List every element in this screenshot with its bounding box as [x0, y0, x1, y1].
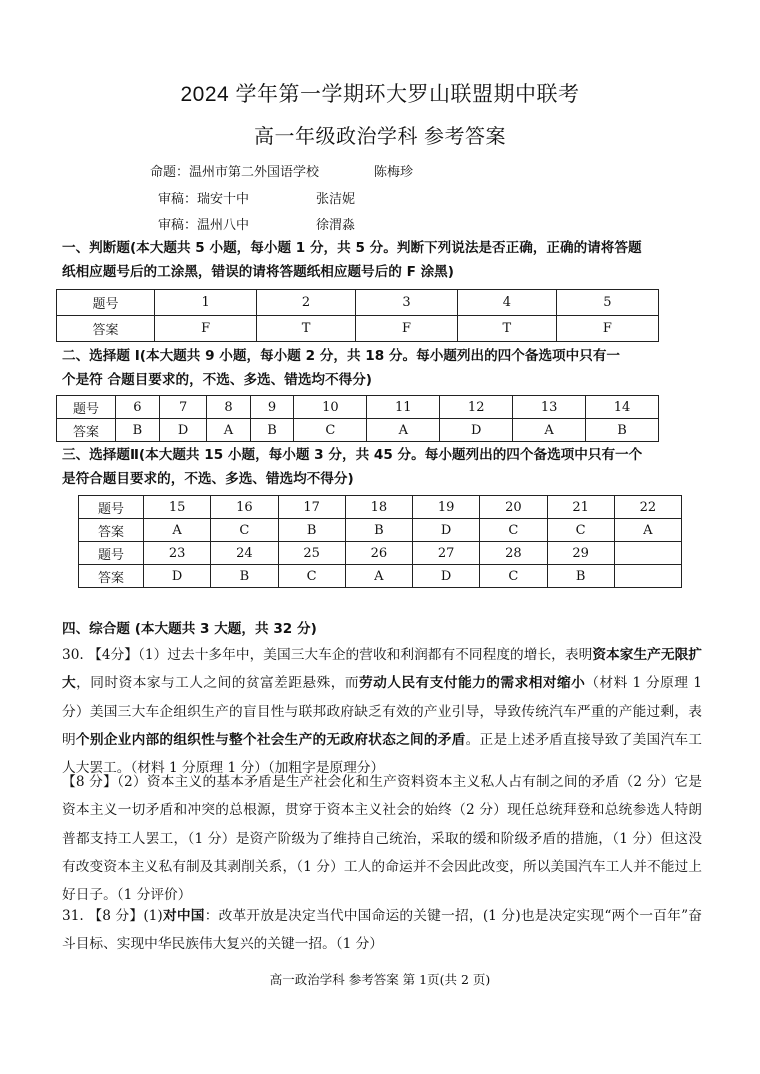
- question-number: 26: [345, 542, 412, 565]
- row-label: 题号: [57, 290, 155, 316]
- heading-line: 一、判断题(本大题共 5 小题，每小题 1 分，共 5 分。判断下列说法是否正确，正确的请将答题: [62, 240, 642, 256]
- answer-cell: A: [614, 519, 681, 542]
- answer-cell: D: [413, 519, 480, 542]
- exam-subtitle: 高一年级政治学科 参考答案: [253, 126, 507, 148]
- question-number: 28: [480, 542, 547, 565]
- answer-text: 。正是上述矛盾直接导致了美国汽车工人大罢工。（材料 1 分原理 1 分）（加粗字是原理分）: [62, 731, 702, 777]
- section-2-table: [56, 395, 659, 442]
- answer-cell: C: [211, 519, 278, 542]
- heading-line: 三、选择题Ⅱ(本大题共 15 小题，每小题 3 分，共 45 分。每小题列出的四个备选项中只有一个: [62, 447, 643, 463]
- page-footer: 高一政治学科 参考答案 第 1页(共 2 页): [269, 972, 491, 987]
- question-number: 24: [211, 542, 278, 565]
- section-4-heading: 四、综合题 (本大题共 3 大题，共 32 分): [62, 621, 317, 637]
- row-label: 答案: [79, 519, 144, 542]
- heading-line: 二、选择题 I(本大题共 9 小题，每小题 2 分，共 18 分。每小题列出的四个备选项中只有一: [62, 348, 621, 364]
- answer-cell: C: [547, 519, 614, 542]
- question-number: 1: [155, 290, 257, 316]
- question-number: 13: [513, 396, 586, 419]
- answer-cell: B: [345, 519, 412, 542]
- answer-cell: D: [159, 419, 207, 442]
- answer-cell: T: [257, 316, 356, 342]
- answer-cell: B: [547, 565, 614, 588]
- answer-cell: B: [250, 419, 294, 442]
- question-number: 21: [547, 496, 614, 519]
- question-number: 11: [367, 396, 440, 419]
- answer-cell: F: [556, 316, 658, 342]
- row-label: 答案: [57, 316, 155, 342]
- answer-cell: C: [480, 519, 547, 542]
- credit-role: 命题：温州市第二外国语学校: [150, 165, 320, 180]
- question-number: 8: [207, 396, 250, 419]
- section-2-heading: [62, 344, 702, 392]
- question-number: 23: [144, 542, 211, 565]
- answer-cell: F: [155, 316, 257, 342]
- question-number: 7: [159, 396, 207, 419]
- answer-cell: B: [211, 565, 278, 588]
- question-number: [614, 542, 681, 565]
- answer-cell: A: [144, 519, 211, 542]
- answer-text: （材料 1 分原理 1 分）美国三大车企组织生产的盲目性与联邦政府缺乏有效的产业引导，导致传统汽车严重的产能过剩，表明: [62, 675, 702, 748]
- heading-line: 个是符 合题目要求的，不选、多选、错选均不得分): [62, 372, 373, 388]
- table-row: [79, 519, 682, 542]
- section-1-heading: [62, 236, 702, 284]
- answer-cell: [614, 565, 681, 588]
- answer-cell: C: [480, 565, 547, 588]
- question-number: 27: [413, 542, 480, 565]
- principle-text: 资本家生产无限扩大: [62, 647, 702, 692]
- answer-cell: B: [586, 419, 659, 442]
- section-1-table: [56, 289, 659, 342]
- question-number: 12: [440, 396, 513, 419]
- answer-cell: F: [355, 316, 457, 342]
- answer-text: ：改革开放是决定当代中国命运的关键一招，(1 分)也是决定实现“两个一百年”奋斗目标、实现中华民族伟大复兴的关键一招。（1 分）: [62, 908, 702, 953]
- credit-name: 陈梅珍: [374, 165, 414, 180]
- row-label: 题号: [79, 542, 144, 565]
- heading-line: 纸相应题号后的工涂黑，错误的请将答题纸相应题号后的 F 涂黑): [62, 264, 454, 280]
- row-label: 答案: [79, 565, 144, 588]
- table-row: [57, 290, 659, 316]
- credit-name: 徐渭淼: [316, 218, 356, 233]
- question-number: 9: [250, 396, 294, 419]
- question-number: 2: [257, 290, 356, 316]
- row-label: 答案: [57, 419, 116, 442]
- answer-cell: B: [278, 519, 345, 542]
- answer-cell: C: [294, 419, 367, 442]
- principle-text: 个别企业内部的组织性与整个社会生产的无政府状态之间的矛盾: [75, 731, 466, 748]
- question-number: 4: [458, 290, 557, 316]
- answer-cell: D: [440, 419, 513, 442]
- answer-cell: A: [367, 419, 440, 442]
- question-number: 20: [480, 496, 547, 519]
- answer-cell: A: [513, 419, 586, 442]
- question-number: 3: [355, 290, 457, 316]
- answer-cell: C: [278, 565, 345, 588]
- answer-cell: D: [413, 565, 480, 588]
- answer-30-part-1: [62, 641, 702, 782]
- exam-title: 2024 学年第一学期环大罗山联盟期中联考: [180, 83, 580, 106]
- question-number: 16: [211, 496, 278, 519]
- answer-cell: D: [144, 565, 211, 588]
- answer-cell: T: [458, 316, 557, 342]
- credit-role: 审稿：瑞安十中: [158, 192, 250, 207]
- question-number: 18: [345, 496, 412, 519]
- section-3-heading: [62, 443, 702, 491]
- question-number: 17: [278, 496, 345, 519]
- row-label: 题号: [79, 496, 144, 519]
- question-number: 19: [413, 496, 480, 519]
- heading-line: 是符合题目要求的，不选、多选、错选均不得分): [62, 471, 354, 487]
- credit-line-author: [150, 161, 414, 180]
- section-3-table: [78, 495, 682, 588]
- credit-name: 张洁妮: [316, 192, 356, 207]
- credit-role: 审稿：温州八中: [158, 218, 250, 233]
- question-number: 29: [547, 542, 614, 565]
- answer-cell: A: [345, 565, 412, 588]
- question-number: 15: [144, 496, 211, 519]
- answer-text: ，同时资本家与工人之间的贫富差距悬殊，而: [76, 675, 359, 692]
- table-row: [57, 419, 659, 442]
- question-number: 10: [294, 396, 367, 419]
- question-number: 25: [278, 542, 345, 565]
- credit-line-reviewer-1: [158, 188, 356, 207]
- answer-30-part-2: 【8 分】（2）资本主义的基本矛盾是生产社会化和生产资料资本主义私人占有制之间的矛盾（2 分）它是资本主义一切矛盾和冲突的总根源，贯穿于资本主义社会的始终（2 分）现任总统拜登和总统参选人特朗普都支持工人罢工，（1 分）是资产阶级为了维持自己统治，采取的缓和阶级矛盾的措施，（1 分）但这没有改变资本主义私有制及其剥削关系，（1 分）工人的命运并不会因此改变，所以美国汽车工人并不能过上好日子。（1 分评价）: [62, 774, 702, 904]
- table-row: [79, 496, 682, 519]
- row-label: 题号: [57, 396, 116, 419]
- table-row: [57, 316, 659, 342]
- table-row: [79, 565, 682, 588]
- principle-text: 对中国: [162, 908, 205, 924]
- table-row: [57, 396, 659, 419]
- question-number: 5: [556, 290, 658, 316]
- question-number: 6: [116, 396, 160, 419]
- answer-text: 31. 【8 分】(1): [62, 908, 163, 924]
- question-number: 22: [614, 496, 681, 519]
- principle-text: 劳动人民有支付能力的需求相对缩小: [359, 675, 586, 692]
- table-row: [79, 542, 682, 565]
- answer-cell: B: [116, 419, 160, 442]
- answer-cell: A: [207, 419, 250, 442]
- credit-line-reviewer-2: [158, 214, 356, 233]
- answer-31-part-1: [62, 902, 702, 959]
- question-number: 14: [586, 396, 659, 419]
- answer-text: 30. 【4分】（1）过去十多年中，美国三大车企的营收和利润都有不同程度的增长，表明: [62, 647, 593, 663]
